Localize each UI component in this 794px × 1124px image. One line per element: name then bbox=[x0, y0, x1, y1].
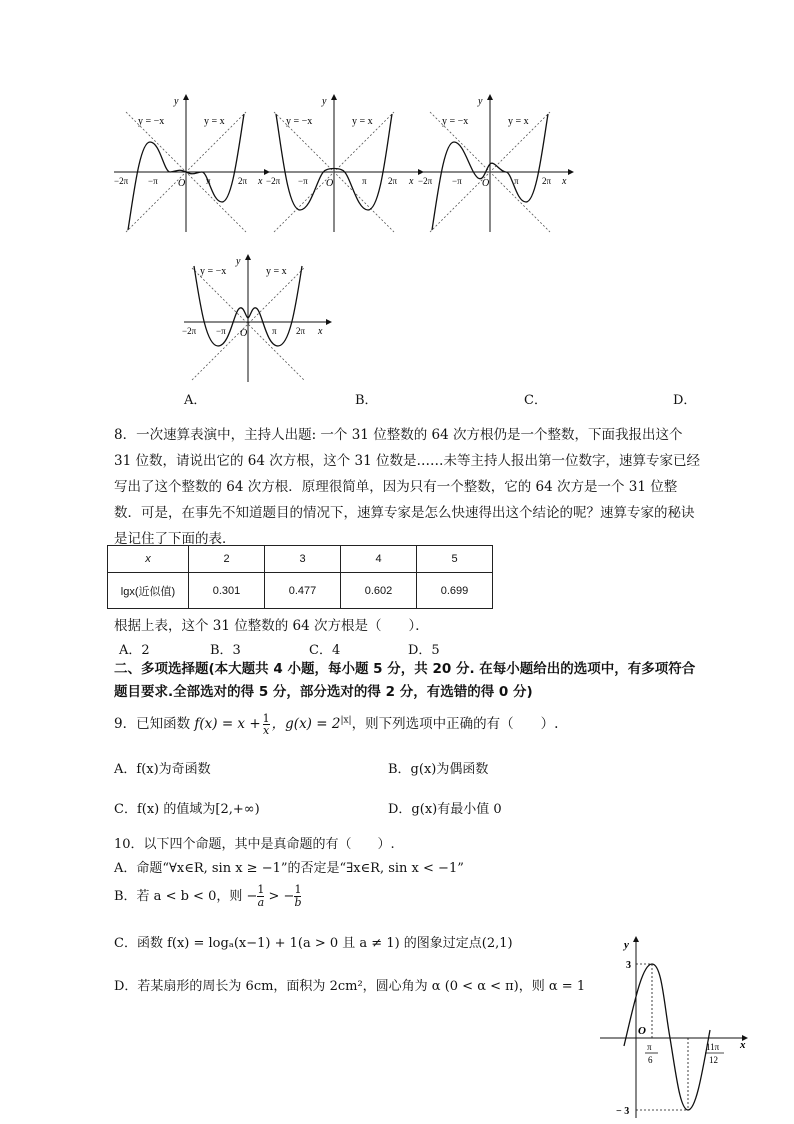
svg-text:O: O bbox=[240, 328, 248, 339]
q7-option-b[interactable]: B． bbox=[355, 393, 378, 408]
svg-text:y: y bbox=[624, 939, 629, 951]
option-b-graph bbox=[266, 92, 426, 238]
svg-text:x: x bbox=[258, 176, 263, 187]
q8-text: 8．一次速算表演中，主持人出题: 一个 31 位整数的 64 次方根仍是一个整数，下面我报出这个 31 位数，请说出它的 64 次方根，这个 31 位数是……未等主持人报出第一位数字，速算专家已经写出了这个整数的 64 次方根．原理很简单，因为只有一个整数，它的 64 次方是一个 31 位整数．可是，在事先不知道题目的情况下，速算专家是怎么快速得出这个结论的呢？速算专家的秘诀是记住了下面的表． bbox=[114, 427, 700, 547]
svg-text:3: 3 bbox=[626, 960, 631, 971]
svg-text:2π: 2π bbox=[542, 176, 552, 186]
svg-text:π: π bbox=[514, 176, 519, 186]
svg-text:x: x bbox=[318, 326, 323, 337]
q10-option-a[interactable]: A．命题“∀x∈R, sin x ≥ −1”的否定是“∃x∈R, sin x < −1” bbox=[114, 861, 464, 876]
q9-option-b[interactable]: B．g(x)为偶函数 bbox=[388, 762, 489, 777]
q8-option-a[interactable]: A．2 bbox=[119, 643, 150, 658]
svg-text:− 3: − 3 bbox=[616, 1106, 630, 1117]
sine-graph bbox=[596, 934, 756, 1124]
svg-text:y: y bbox=[478, 96, 483, 107]
svg-text:−2π: −2π bbox=[182, 326, 197, 336]
svg-text:O: O bbox=[178, 178, 186, 189]
svg-text:y = x: y = x bbox=[266, 266, 287, 277]
svg-text:y = −x: y = −x bbox=[286, 116, 313, 127]
q10-stem: 10．以下四个命题，其中是真命题的有（ ）. bbox=[114, 837, 395, 852]
option-d-graph bbox=[182, 254, 337, 388]
svg-text:y: y bbox=[236, 256, 241, 267]
q9-option-a[interactable]: A．f(x)为奇函数 bbox=[114, 762, 211, 777]
svg-text:−π: −π bbox=[452, 176, 462, 186]
option-c-graph bbox=[416, 92, 576, 238]
svg-text:2π: 2π bbox=[238, 176, 248, 186]
svg-text:−π: −π bbox=[148, 176, 158, 186]
svg-text:π: π bbox=[647, 1042, 652, 1052]
option-a-graph bbox=[112, 92, 272, 238]
q7-option-a[interactable]: A． bbox=[184, 393, 207, 408]
svg-text:11π: 11π bbox=[706, 1042, 720, 1052]
q8-after: 根据上表，这个 31 位整数的 64 次方根是（ ）． bbox=[114, 618, 429, 634]
svg-text:O: O bbox=[326, 178, 334, 189]
q9-stem: 9．已知函数 f(x) = x + $\frac{1}{x}$ ，$g(x) = 2^{|x|}$，则下列选项中正确的有（ ）. bbox=[114, 712, 559, 737]
lg-table: x 2 3 4 5 lgx(近似值) 0.301 0.477 0.602 0.699 bbox=[107, 545, 493, 609]
q7-option-c[interactable]: C． bbox=[524, 393, 547, 408]
svg-text:y = x: y = x bbox=[508, 116, 529, 127]
q10-option-d[interactable]: D．若某扇形的周长为 6cm，面积为 2cm²，圆心角为 α (0 < α < π)，则 α = 1 bbox=[114, 979, 586, 994]
svg-text:−2π: −2π bbox=[418, 176, 433, 186]
svg-text:6: 6 bbox=[648, 1055, 653, 1065]
svg-text:x: x bbox=[562, 176, 567, 187]
svg-text:y: y bbox=[174, 96, 179, 107]
section-2-heading: 二、多项选择题(本大题共 4 小题，每小题 5 分，共 20 分. 在每小题给出的选项中，有多项符合题目要求.全部选对的得 5 分，部分选对的得 2 分，有选错的得 0 分) bbox=[114, 661, 696, 700]
y-x-label: y = x bbox=[204, 116, 225, 127]
svg-text:π: π bbox=[272, 326, 277, 336]
q10-option-b[interactable]: B．若 a < b < 0，则 − $\frac{1}{a}$ > − $\frac{1}{b}$ bbox=[114, 883, 302, 909]
q7-option-d[interactable]: D． bbox=[673, 393, 697, 408]
svg-text:−2π: −2π bbox=[266, 176, 281, 186]
svg-text:2π: 2π bbox=[296, 326, 306, 336]
q9-option-d[interactable]: D．g(x)有最小值 0 bbox=[388, 802, 502, 817]
q8-option-b[interactable]: B．3 bbox=[210, 643, 241, 658]
svg-text:y = −x: y = −x bbox=[200, 266, 227, 277]
svg-text:12: 12 bbox=[709, 1055, 718, 1065]
svg-text:x: x bbox=[409, 176, 414, 187]
svg-text:y = x: y = x bbox=[352, 116, 373, 127]
q8-option-d[interactable]: D．5 bbox=[408, 643, 440, 658]
q10-option-c[interactable]: C．函数 f(x) = logₐ(x−1) + 1(a > 0 且 a ≠ 1) 的图象过定点(2,1) bbox=[114, 936, 513, 951]
q8-option-c[interactable]: C．4 bbox=[309, 643, 341, 658]
svg-text:−2π: −2π bbox=[114, 176, 129, 186]
y-neg-x-label: y = −x bbox=[138, 116, 165, 127]
svg-text:x: x bbox=[740, 1039, 746, 1051]
svg-text:2π: 2π bbox=[388, 176, 398, 186]
svg-text:−π: −π bbox=[298, 176, 308, 186]
svg-text:O: O bbox=[482, 178, 490, 189]
q9-option-c[interactable]: C．f(x) 的值域为[2,+∞) bbox=[114, 802, 260, 817]
svg-text:−π: −π bbox=[216, 326, 226, 336]
svg-text:y: y bbox=[322, 96, 327, 107]
svg-text:π: π bbox=[362, 176, 367, 186]
svg-text:y = −x: y = −x bbox=[442, 116, 469, 127]
svg-text:O: O bbox=[638, 1025, 646, 1037]
svg-text:π: π bbox=[206, 176, 211, 186]
